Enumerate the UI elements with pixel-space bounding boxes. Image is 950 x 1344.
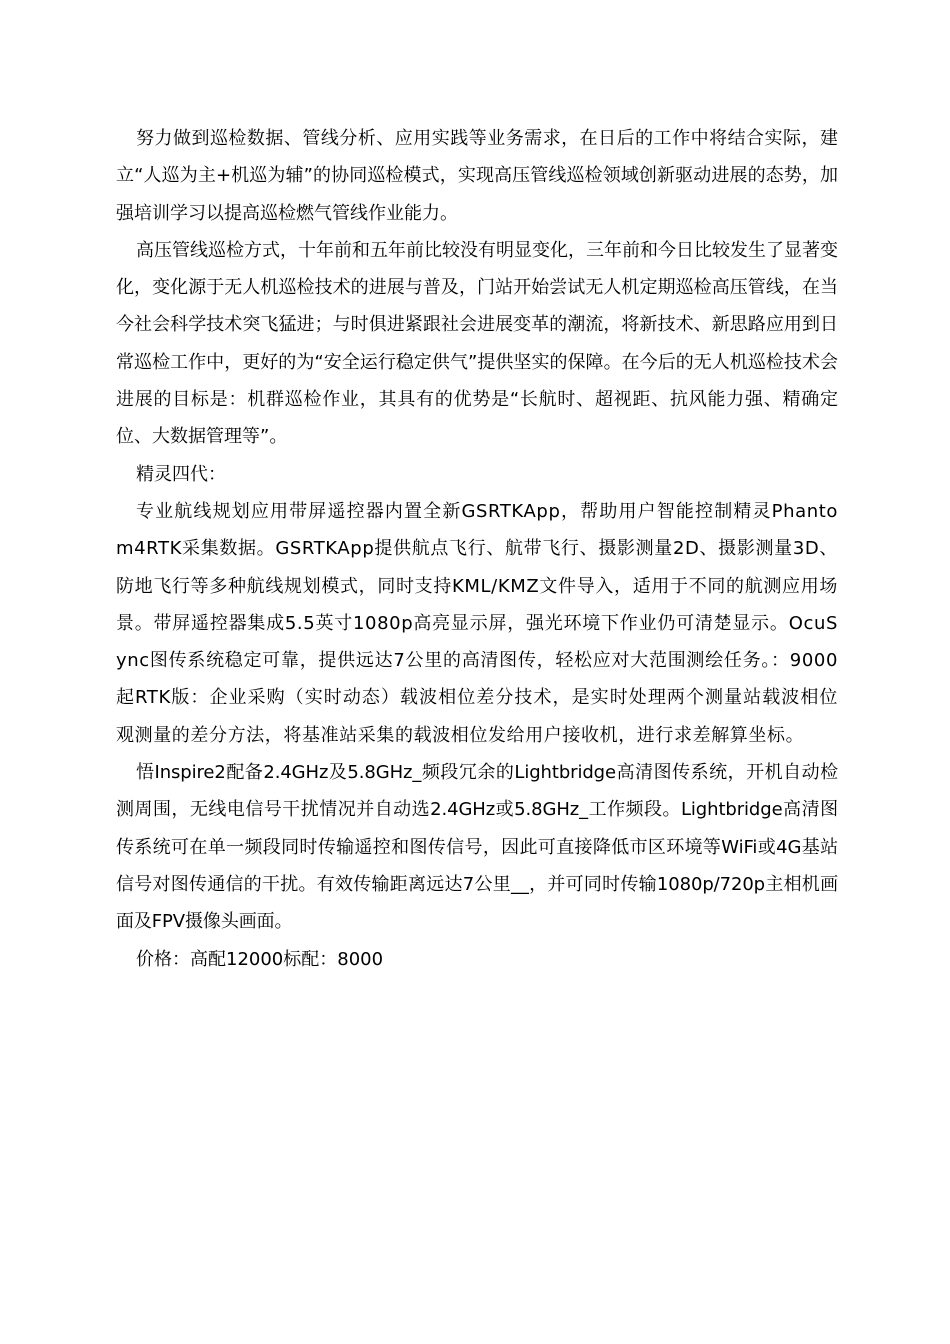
document-body xyxy=(116,120,838,978)
paragraph-phantom-heading: 精灵四代： xyxy=(136,463,226,485)
paragraph-phantom-details: 专业航线规划应用带屏遥控器内置全新GSRTKApp，帮助用户智能控制精灵Phantom4RTK采集数据。GSRTKApp提供航点飞行、航带飞行、摄影测量2D、摄影测量3D、防地飞行等多种航线规划模式，同时支持KML/KMZ文件导入，适用于不同的航测应用场景。带屏遥控器集成5.5英寸1080p高亮显示屏，强光环境下作业仍可清楚显示。OcuSync图传系统稳定可靠，提供远达7公里的高清图传，轻松应对大范围测绘任务。：9000起RTK版：企业采购（实时动态）载波相位差分技术，是实时处理两个测量站载波相位观测量的差分方法，将基准站采集的载波相位发给用户接收机，进行求差解算坐标。 xyxy=(116,500,838,746)
paragraph-inspection-methods: 高压管线巡检方式，十年前和五年前比较没有明显变化，三年前和今日比较发生了显著变化，变化源于无人机巡检技术的进展与普及，门站开始尝试无人机定期巡检高压管线，在当今社会科学技术突飞猛进；与时俱进紧跟社会进展变革的潮流，将新技术、新思路应用到日常巡检工作中，更好的为“安全运行稳定供气”提供坚实的保障。在今后的无人机巡检技术会进展的目标是：机群巡检作业，其具有的优势是“长航时、超视距、抗风能力强、精确定位、大数据管理等”。 xyxy=(116,239,838,448)
paragraph-price: 价格：高配12000标配：8000 xyxy=(136,948,384,970)
paragraph-inspire-details: 悟Inspire2配备2.4GHz及5.8GHz_频段冗余的Lightbridge高清图传系统，开机自动检测周围，无线电信号干扰情况并自动选2.4GHz或5.8GHz_工作频段。Lightbridge高清图传系统可在单一频段同时传输遥控和图传信号，因此可直接降低市区环境等WiFi或4G基站信号对图传通信的干扰。有效传输距离远达7公里__，并可同时传输1080p/720p主相机画面及FPV摄像头画面。 xyxy=(116,762,838,933)
paragraph-inspection-goals: 努力做到巡检数据、管线分析、应用实践等业务需求，在日后的工作中将结合实际，建立“人巡为主+机巡为辅”的协同巡检模式，实现高压管线巡检领域创新驱动进展的态势，加强培训学习以提高巡检燃气管线作业能力。 xyxy=(116,128,838,224)
